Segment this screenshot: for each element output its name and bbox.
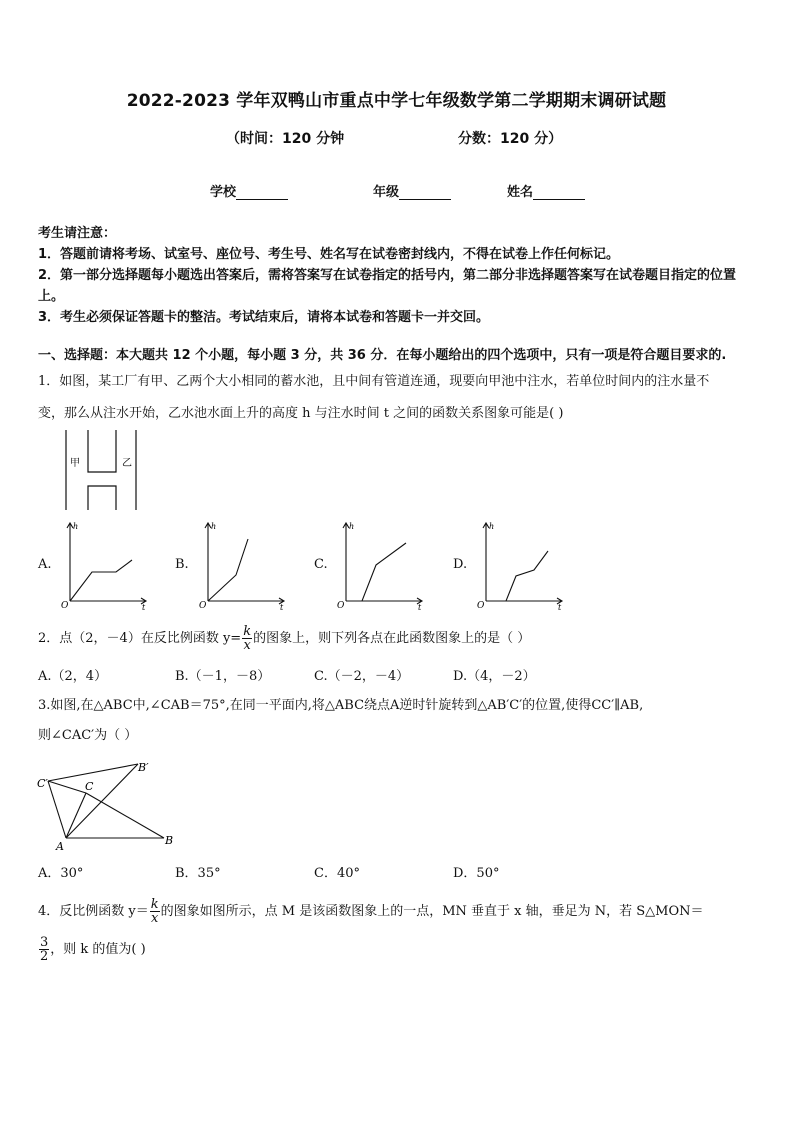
q2-frac-num: k [243,624,252,639]
q4-frac-den: x [151,911,159,926]
q4-frac2-num: 3 [40,935,49,950]
graph-d-origin: O [477,601,485,611]
q2-frac-den: x [243,638,251,653]
graph-c-h-label: h [349,522,355,531]
q1-graph-d [474,519,566,611]
school-label: 学校 [210,185,237,200]
label-c: C [85,780,94,793]
q1-line-1: 1．如图，某工厂有甲、乙两个大小相同的蓄水池，且中间有管道连通，现要向甲池中注水，若单位时间内的注水量不 [38,374,710,389]
q2-text-before: 2．点（2，－4）在反比例函数 y= [38,631,242,646]
label-c-prime: C′ [37,777,48,790]
graph-d-h-label: h [489,522,495,531]
section-heading: 一、选择题：本大题共 12 个小题，每小题 3 分，共 36 分．在每小题给出的四个选项中，只有一项是符合题目要求的. [38,348,727,363]
page-title: 2022-2023 学年双鸭山市重点中学七年级数学第二学期期末调研试题 [126,91,667,111]
q1-option-c[interactable]: C. [314,557,328,572]
notice-block [38,223,760,328]
q3-option-a[interactable]: A．30° [38,866,84,881]
q1-line-2: 变，那么从注水开始，乙水池水面上升的高度 h 与注水时间 t 之间的函数关系图象可能是( ) [38,406,564,421]
graph-d-t-label: t [558,603,562,611]
q3-triangle-figure [34,756,182,852]
q2-fraction [242,625,252,652]
label-b-prime: B′ [138,761,149,774]
q2-option-d[interactable]: D.（4，－2） [453,669,536,684]
graph-b-origin: O [199,601,207,611]
exam-score: 分数：120 分） [458,131,563,147]
q2-option-b[interactable]: B.（－1，－8） [175,669,271,684]
q1-graph-c [334,519,426,611]
q3-line-1: 3.如图,在△ABC中,∠CAB＝75°,在同一平面内,将△ABC绕点A逆时针旋转到△AB′C′的位置,使得CC′∥AB, [38,698,644,713]
notice-item-3: 3．考生必须保证答题卡的整洁。考试结束后，请将本试卷和答题卡一并交回。 [38,310,490,325]
q1-option-b[interactable]: B. [175,557,189,572]
graph-a-origin: O [61,601,69,611]
name-field [507,181,585,200]
graph-a-h-label: h [73,522,79,531]
pool-yi-label: 乙 [122,458,132,469]
label-a: A [56,840,64,852]
q2-question [38,625,530,652]
q1-pool-figure [60,428,144,514]
q2-text-after: 的图象上，则下列各点在此函数图象上的是（ ） [253,631,531,646]
grade-field [373,181,451,200]
notice-heading: 考生请注意： [38,226,117,241]
q4-fraction [150,898,160,925]
q4-text-end: ，则 k 的值为( ) [50,942,146,957]
name-blank[interactable] [533,185,585,200]
q4-text-before: 4．反比例函数 y＝ [38,904,149,919]
q1-option-d[interactable]: D. [453,557,468,572]
q4-fraction-2 [39,936,49,963]
notice-item-2: 2．第一部分选择题每小题选出答案后，需将答案写在试卷指定的括号内，第二部分非选择题答案写在试卷题目指定的位置上。 [38,268,737,304]
q2-option-a[interactable]: A.（2，4） [38,669,108,684]
q3-option-b[interactable]: B．35° [175,866,221,881]
q4-frac-num: k [150,897,159,912]
graph-c-origin: O [337,601,345,611]
q4-text-after: 的图象如图所示，点 M 是该函数图象上的一点，MN 垂直于 x 轴，垂足为 N，若 S△MON＝ [160,904,704,919]
q3-line-2: 则∠CAC′为（ ） [38,728,138,743]
q1-graph-a [58,519,150,611]
q1-option-a[interactable]: A. [38,557,52,572]
pool-jia-label: 甲 [70,458,80,469]
graph-a-t-label: t [142,603,146,611]
exam-time: （时间：120 分钟 [226,131,345,147]
graph-c-t-label: t [418,603,422,611]
name-label: 姓名 [507,185,534,200]
school-blank[interactable] [236,185,288,200]
q4-question [38,898,704,925]
q3-option-c[interactable]: C．40° [314,866,360,881]
grade-blank[interactable] [399,185,451,200]
graph-b-t-label: t [280,603,284,611]
q4-frac2-den: 2 [40,949,49,964]
q4-question-end [38,936,146,963]
notice-item-1: 1．答题前请将考场、试室号、座位号、考生号、姓名写在试卷密封线内，不得在试卷上作任何标记。 [38,247,620,262]
q1-graph-b [196,519,288,611]
school-field [210,181,288,200]
graph-b-h-label: h [211,522,217,531]
grade-label: 年级 [373,185,400,200]
label-b: B [165,834,174,847]
q3-option-d[interactable]: D．50° [453,866,500,881]
q2-option-c[interactable]: C.（－2，－4） [314,669,410,684]
